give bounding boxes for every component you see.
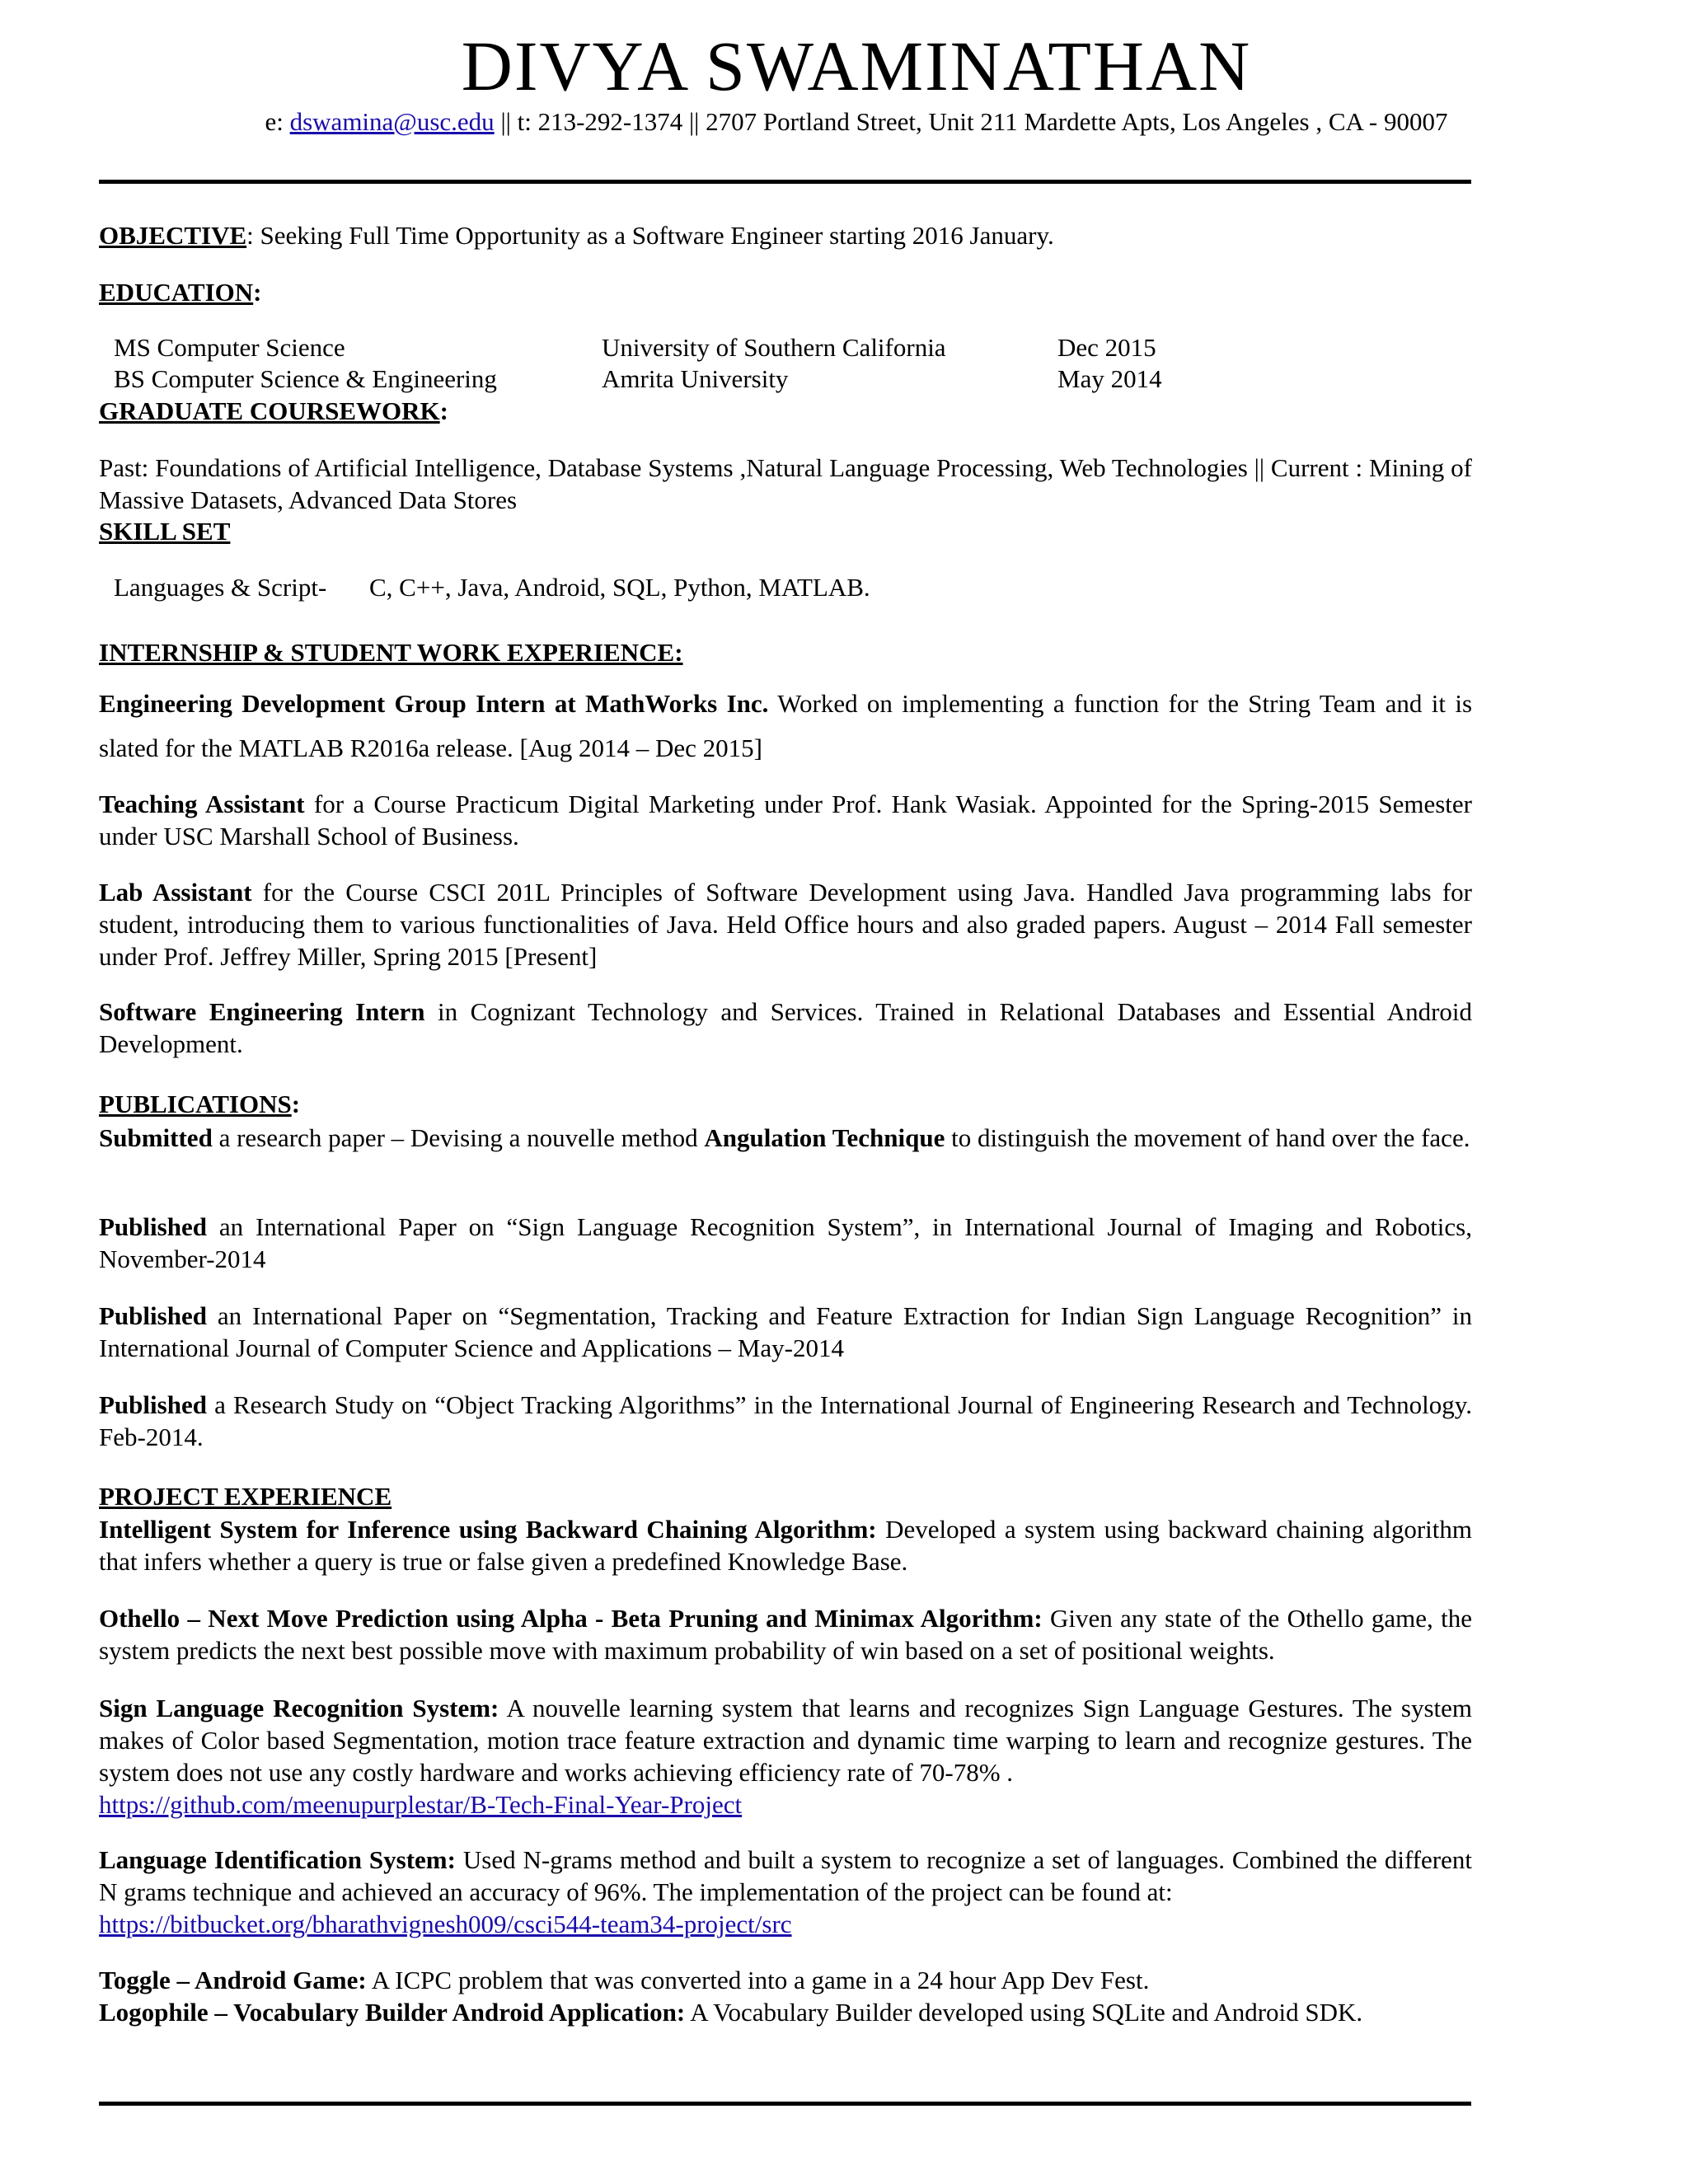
education-colon: : (253, 278, 262, 307)
project-title: Othello – Next Move Prediction using Alpha - Beta Pruning and Minimax Algorithm: (99, 1604, 1043, 1633)
contact-line (0, 105, 1688, 138)
experience-heading: INTERNSHIP & STUDENT WORK EXPERIENCE: (99, 638, 683, 667)
experience-title: Teaching Assistant (99, 790, 305, 818)
project-description: Used N-grams method and built a system to recognize a set of languages. Combined the different N grams technique and achieved an accuracy of 96%. The implementation of the project can be found at: (99, 1845, 1472, 1906)
experience-description: for the Course CSCI 201L Principles of Software Development using Java. Handled Java programming labs for student, introducing them to various functionalities of Java. Held Office hours and also graded papers. August – 2014 Fall semester under Prof. Jeffrey Miller, Spring 2015 [Present] (99, 878, 1472, 971)
experience-description: for a Course Practicum Digital Marketing under Prof. Hank Wasiak. Appointed for the Spring-2015 Semester under USC Marshall School of Business. (99, 790, 1472, 851)
project-title: Language Identification System: (99, 1845, 456, 1874)
projects-heading-row (99, 1480, 1472, 1512)
contact-details: || t: 213-292-1374 || 2707 Portland Street, Unit 211 Mardette Apts, Los Angeles , CA - 90007 (494, 107, 1448, 136)
project-link[interactable]: https://bitbucket.org/bharathvignesh009/csci544-team34-project/src (99, 1910, 792, 1938)
objective-text: : Seeking Full Time Opportunity as a Software Engineer starting 2016 January. (246, 221, 1054, 250)
project-description: Developed a system using backward chaining algorithm that infers whether a query is true or false given a predefined Knowledge Base. (99, 1515, 1472, 1576)
project-description: Given any state of the Othello game, the system predicts the next best possible move with maximum probability of win based on a set of positional weights. (99, 1604, 1472, 1665)
project-title: Logophile – Vocabulary Builder Android Application: (99, 1998, 686, 2027)
project-title: Toggle – Android Game: (99, 1966, 367, 1994)
project-item (99, 1513, 1472, 1577)
experience-title: Engineering Development Group Intern at MathWorks Inc. (99, 689, 769, 718)
project-item (99, 1602, 1472, 1666)
education-school-2: Amrita University (602, 364, 789, 393)
candidate-name (0, 26, 1688, 105)
experience-item (99, 876, 1472, 972)
experience-item (99, 788, 1472, 852)
education-heading: EDUCATION (99, 278, 254, 307)
objective-heading: OBJECTIVE (99, 221, 247, 250)
education-school-1: University of Southern California (602, 333, 946, 362)
education-degree-1: MS Computer Science (114, 333, 345, 362)
email-prefix: e: (265, 107, 290, 136)
education-heading-row (99, 276, 1472, 308)
skills-label: Languages & Script- (114, 573, 327, 602)
experience-item (99, 996, 1472, 1060)
project-item (99, 1996, 1472, 2028)
publication-text: an International Paper on “Segmentation, Tracking and Feature Extraction for Indian Sign Language Recognition” in International Journal of Computer Science and Applications – May-2014 (99, 1301, 1472, 1362)
experience-heading-row (99, 636, 1472, 668)
bottom-divider (99, 2102, 1471, 2106)
coursework-heading: GRADUATE COURSEWORK (99, 396, 440, 425)
experience-item (99, 682, 1472, 771)
publication-item (99, 1300, 1472, 1364)
education-date-1: Dec 2015 (1057, 333, 1156, 362)
project-description: A Vocabulary Builder developed using SQLite and Android SDK. (685, 1998, 1363, 2027)
publication-status: Submitted (99, 1123, 213, 1152)
project-item (99, 1844, 1472, 1940)
objective-section (99, 219, 1472, 251)
publication-text: a Research Study on “Object Tracking Algorithms” in the International Journal of Engineering Research and Technology. Feb-2014. (99, 1390, 1472, 1451)
experience-title: Lab Assistant (99, 878, 252, 907)
project-link[interactable]: https://github.com/meenupurplestar/B-Tech-Final-Year-Project (99, 1790, 743, 1819)
publications-heading: PUBLICATIONS (99, 1090, 292, 1118)
project-description: A nouvelle learning system that learns and recognizes Sign Language Gestures. The system makes of Color based Segmentation, motion trace feature extraction and dynamic time warping to learn and recognize gestures. The system does not use any costly hardware and works achieving efficiency rate of 70-78% . (99, 1694, 1473, 1787)
publication-text: an International Paper on “Sign Language Recognition System”, in International Journal of Imaging and Robotics, November-2014 (99, 1212, 1472, 1273)
coursework-colon: : (439, 396, 448, 425)
publication-status: Published (99, 1301, 207, 1330)
coursework-heading-row (99, 395, 1472, 427)
skills-heading-row (99, 515, 1472, 547)
publication-status: Published (99, 1212, 207, 1241)
publication-status: Published (99, 1390, 207, 1419)
publication-item (99, 1389, 1472, 1453)
publication-item (99, 1122, 1472, 1154)
publication-item (99, 1211, 1472, 1275)
education-date-2: May 2014 (1057, 364, 1162, 393)
publications-heading-row (99, 1088, 1472, 1120)
skills-heading: SKILL SET (99, 517, 231, 546)
project-description: A ICPC problem that was converted into a game in a 24 hour App Dev Fest. (366, 1966, 1150, 1994)
top-divider (99, 180, 1471, 184)
publications-colon: : (291, 1090, 301, 1118)
publication-text: a research paper – Devising a nouvelle method (212, 1123, 705, 1152)
publication-technique: Angulation Technique (704, 1123, 945, 1152)
experience-description: Worked on implementing a function for the String Team and it is slated for the MATLAB R2016a release. [Aug 2014 – Dec 2015] (99, 689, 1473, 762)
publication-text-end: to distinguish the movement of hand over the face. (945, 1123, 1470, 1152)
education-degree-2: BS Computer Science & Engineering (114, 364, 497, 393)
project-title: Intelligent System for Inference using Backward Chaining Algorithm: (99, 1515, 877, 1544)
email-link[interactable]: dswamina@usc.edu (289, 107, 495, 136)
name-text: DIVYA SWAMINATHAN (461, 26, 1252, 105)
coursework-text: Past: Foundations of Artificial Intelligence, Database Systems ,Natural Language Processing, Web Technologies || Current : Mining of Massive Datasets, Advanced Data Stores (99, 453, 1472, 514)
project-item (99, 1692, 1472, 1821)
project-item (99, 1964, 1472, 1996)
skills-value: C, C++, Java, Android, SQL, Python, MATLAB. (369, 573, 870, 602)
experience-title: Software Engineering Intern (99, 997, 425, 1026)
projects-heading: PROJECT EXPERIENCE (99, 1482, 392, 1511)
project-title: Sign Language Recognition System: (99, 1694, 499, 1722)
experience-description: in Cognizant Technology and Services. Trained in Relational Databases and Essential Android Development. (99, 997, 1473, 1058)
